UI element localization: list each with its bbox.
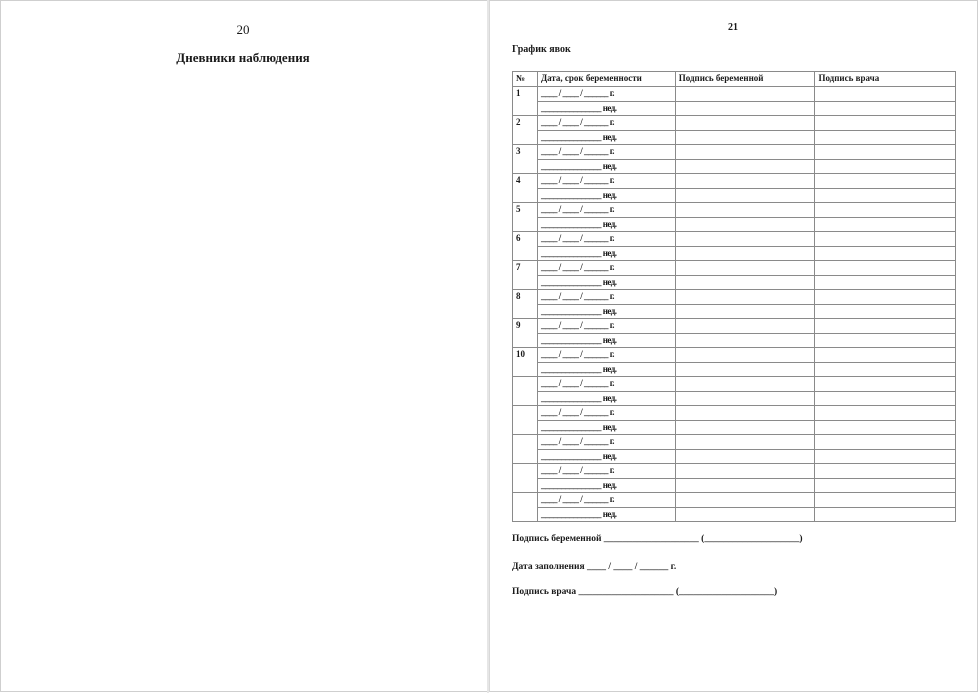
date-field[interactable]: ____ / ____ / ______ г. (537, 493, 675, 508)
term-weeks-field[interactable]: _______________ нед. (537, 391, 675, 406)
table-row (513, 130, 956, 145)
fill-date-line[interactable]: Дата заполнения ____ / ____ / ______ г. (512, 562, 677, 572)
doctor-signature-cell[interactable] (815, 304, 956, 319)
doctor-signature-line[interactable]: Подпись врача ____________________ (____________________) (512, 587, 778, 597)
page-right (489, 0, 978, 692)
doctor-signature-cell[interactable] (815, 130, 956, 145)
row-number: 1 (513, 87, 538, 116)
row-number: 7 (513, 261, 538, 290)
date-field[interactable]: ____ / ____ / ______ г. (537, 406, 675, 421)
doctor-signature-cell[interactable] (815, 493, 956, 508)
row-number (513, 493, 538, 522)
patient-signature-cell[interactable] (675, 159, 815, 174)
term-weeks-field[interactable]: _______________ нед. (537, 478, 675, 493)
doctor-signature-cell[interactable] (815, 391, 956, 406)
doctor-signature-cell[interactable] (815, 348, 956, 363)
doctor-signature-cell[interactable] (815, 261, 956, 276)
table-row (513, 406, 956, 421)
patient-signature-cell[interactable] (675, 217, 815, 232)
patient-signature-cell[interactable] (675, 232, 815, 247)
term-weeks-field[interactable]: _______________ нед. (537, 217, 675, 232)
patient-signature-cell[interactable] (675, 406, 815, 421)
patient-signature-cell[interactable] (675, 493, 815, 508)
table-row (513, 304, 956, 319)
patient-signature-cell[interactable] (675, 101, 815, 116)
patient-signature-cell[interactable] (675, 464, 815, 479)
patient-signature-cell[interactable] (675, 333, 815, 348)
term-weeks-field[interactable]: _______________ нед. (537, 449, 675, 464)
patient-signature-cell[interactable] (675, 435, 815, 450)
page-title: Дневники наблюдения (176, 50, 310, 65)
page-number: 20 (236, 22, 250, 37)
header-patient-signature: Подпись беременной (675, 72, 815, 87)
doctor-signature-cell[interactable] (815, 420, 956, 435)
table-row (513, 232, 956, 247)
term-weeks-field[interactable]: _______________ нед. (537, 420, 675, 435)
doctor-signature-cell[interactable] (815, 101, 956, 116)
row-number (513, 464, 538, 493)
doctor-signature-cell[interactable] (815, 435, 956, 450)
term-weeks-field[interactable]: _______________ нед. (537, 362, 675, 377)
row-number: 3 (513, 145, 538, 174)
term-weeks-field[interactable]: _______________ нед. (537, 507, 675, 522)
table-row (513, 464, 956, 479)
patient-signature-cell[interactable] (675, 275, 815, 290)
patient-signature-cell[interactable] (675, 203, 815, 218)
doctor-signature-cell[interactable] (815, 449, 956, 464)
term-weeks-field[interactable]: _______________ нед. (537, 188, 675, 203)
table-row (513, 275, 956, 290)
table-row (513, 246, 956, 261)
doctor-signature-cell[interactable] (815, 478, 956, 493)
date-field[interactable]: ____ / ____ / ______ г. (537, 464, 675, 479)
table-row (513, 188, 956, 203)
row-number: 10 (513, 348, 538, 377)
patient-signature-cell[interactable] (675, 188, 815, 203)
table-row (513, 290, 956, 305)
table-row (513, 261, 956, 276)
patient-signature-cell[interactable] (675, 478, 815, 493)
row-number: 9 (513, 319, 538, 348)
table-row (513, 377, 956, 392)
doctor-signature-cell[interactable] (815, 377, 956, 392)
table-row (513, 348, 956, 363)
doctor-signature-cell[interactable] (815, 507, 956, 522)
table-row (513, 145, 956, 160)
table-header-row (513, 72, 956, 87)
table-row (513, 333, 956, 348)
table-row (513, 101, 956, 116)
term-weeks-field[interactable]: _______________ нед. (537, 333, 675, 348)
doctor-signature-cell[interactable] (815, 333, 956, 348)
date-field[interactable]: ____ / ____ / ______ г. (537, 319, 675, 334)
patient-signature-cell[interactable] (675, 261, 815, 276)
date-field[interactable]: ____ / ____ / ______ г. (537, 261, 675, 276)
table-row (513, 478, 956, 493)
doctor-signature-cell[interactable] (815, 203, 956, 218)
row-number: 2 (513, 116, 538, 145)
table-row (513, 420, 956, 435)
date-field[interactable]: ____ / ____ / ______ г. (537, 232, 675, 247)
header-doctor-signature: Подпись врача (815, 72, 956, 87)
patient-signature-cell[interactable] (675, 362, 815, 377)
appointment-schedule-table (512, 71, 956, 522)
page-left (0, 0, 488, 692)
row-number (513, 377, 538, 406)
date-field[interactable]: ____ / ____ / ______ г. (537, 435, 675, 450)
table-row (513, 174, 956, 189)
date-field[interactable]: ____ / ____ / ______ г. (537, 290, 675, 305)
term-weeks-field[interactable]: _______________ нед. (537, 130, 675, 145)
table-row (513, 159, 956, 174)
doctor-signature-cell[interactable] (815, 188, 956, 203)
patient-signature-cell[interactable] (675, 290, 815, 305)
page-number: 21 (728, 22, 738, 33)
row-number: 5 (513, 203, 538, 232)
patient-signature-cell[interactable] (675, 391, 815, 406)
table-row (513, 203, 956, 218)
date-field[interactable]: ____ / ____ / ______ г. (537, 348, 675, 363)
patient-signature-cell[interactable] (675, 377, 815, 392)
term-weeks-field[interactable]: _______________ нед. (537, 246, 675, 261)
header-number: № (513, 72, 538, 87)
patient-signature-cell[interactable] (675, 87, 815, 102)
date-field[interactable]: ____ / ____ / ______ г. (537, 116, 675, 131)
patient-signature-cell[interactable] (675, 246, 815, 261)
table-row (513, 362, 956, 377)
row-number (513, 435, 538, 464)
section-title: График явок (512, 44, 571, 55)
doctor-signature-cell[interactable] (815, 290, 956, 305)
table-row (513, 116, 956, 131)
table-row (513, 449, 956, 464)
patient-signature-cell[interactable] (675, 174, 815, 189)
doctor-signature-cell[interactable] (815, 464, 956, 479)
doctor-signature-cell[interactable] (815, 87, 956, 102)
doctor-signature-cell[interactable] (815, 174, 956, 189)
table-row (513, 391, 956, 406)
patient-signature-cell[interactable] (675, 304, 815, 319)
term-weeks-field[interactable]: _______________ нед. (537, 304, 675, 319)
doctor-signature-cell[interactable] (815, 275, 956, 290)
doctor-signature-cell[interactable] (815, 145, 956, 160)
patient-signature-cell[interactable] (675, 420, 815, 435)
term-weeks-field[interactable]: _______________ нед. (537, 101, 675, 116)
patient-signature-line[interactable]: Подпись беременной ____________________ (____________________) (512, 534, 803, 544)
table-row (513, 319, 956, 334)
patient-signature-cell[interactable] (675, 348, 815, 363)
row-number: 6 (513, 232, 538, 261)
doctor-signature-cell[interactable] (815, 406, 956, 421)
patient-signature-cell[interactable] (675, 116, 815, 131)
table-row (513, 217, 956, 232)
table-row (513, 493, 956, 508)
patient-signature-cell[interactable] (675, 145, 815, 160)
doctor-signature-cell[interactable] (815, 319, 956, 334)
table-row (513, 507, 956, 522)
date-field[interactable]: ____ / ____ / ______ г. (537, 203, 675, 218)
doctor-signature-cell[interactable] (815, 159, 956, 174)
patient-signature-cell[interactable] (675, 449, 815, 464)
doctor-signature-cell[interactable] (815, 246, 956, 261)
term-weeks-field[interactable]: _______________ нед. (537, 159, 675, 174)
patient-signature-cell[interactable] (675, 507, 815, 522)
row-number: 8 (513, 290, 538, 319)
date-field[interactable]: ____ / ____ / ______ г. (537, 174, 675, 189)
doctor-signature-cell[interactable] (815, 232, 956, 247)
row-number: 4 (513, 174, 538, 203)
patient-signature-cell[interactable] (675, 130, 815, 145)
date-field[interactable]: ____ / ____ / ______ г. (537, 377, 675, 392)
table-row (513, 87, 956, 102)
doctor-signature-cell[interactable] (815, 362, 956, 377)
patient-signature-cell[interactable] (675, 319, 815, 334)
header-date: Дата, срок беременности (537, 72, 675, 87)
date-field[interactable]: ____ / ____ / ______ г. (537, 145, 675, 160)
date-field[interactable]: ____ / ____ / ______ г. (537, 87, 675, 102)
table-row (513, 435, 956, 450)
doctor-signature-cell[interactable] (815, 116, 956, 131)
term-weeks-field[interactable]: _______________ нед. (537, 275, 675, 290)
row-number (513, 406, 538, 435)
doctor-signature-cell[interactable] (815, 217, 956, 232)
